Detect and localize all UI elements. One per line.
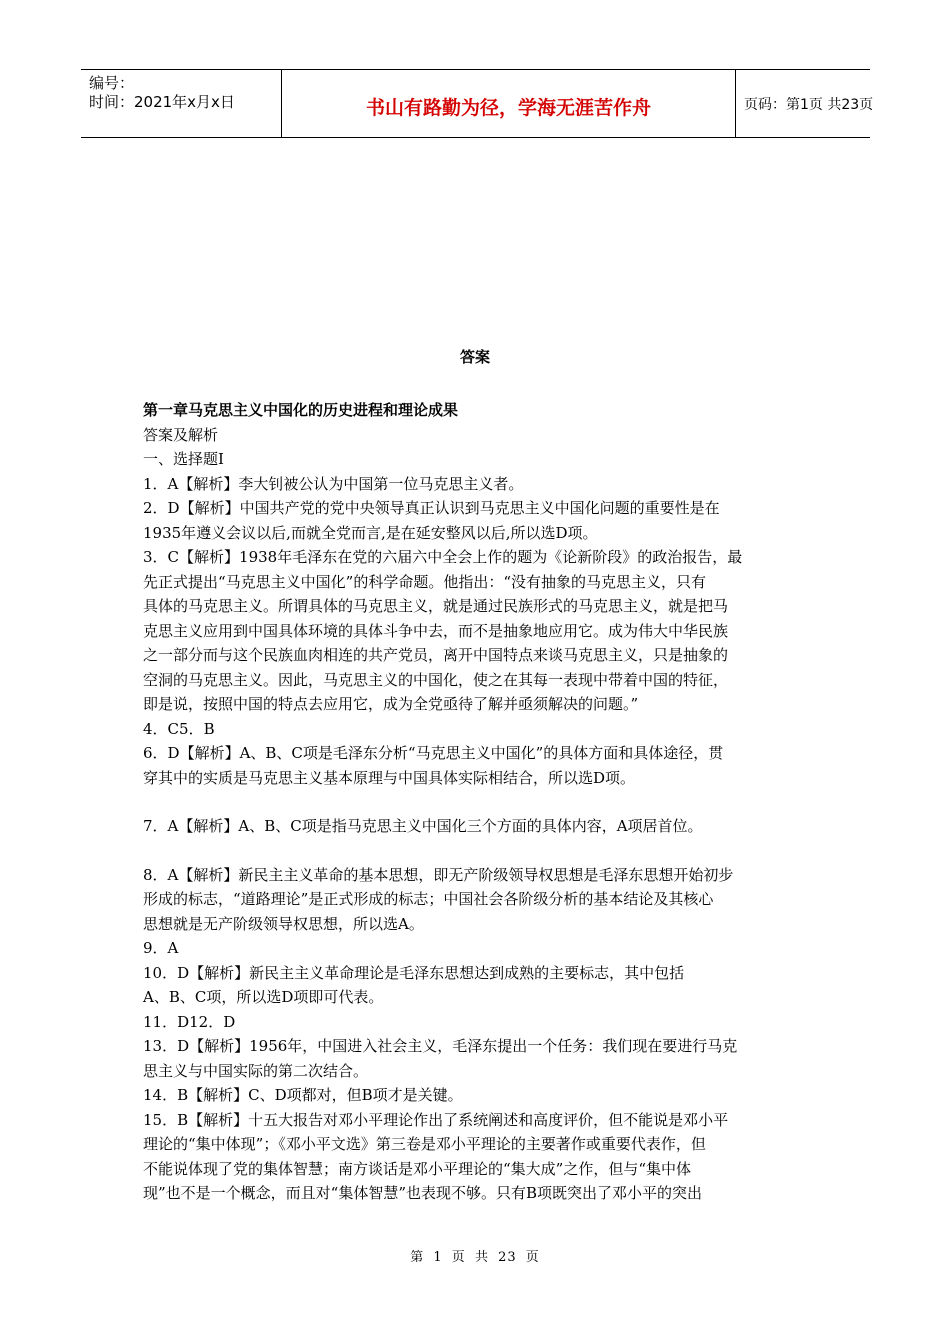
body-line: 13．D【解析】1956年，中国进入社会主义，毛泽东提出一个任务：我们现在要进行马克 — [143, 1037, 738, 1055]
body-line: 6．D【解析】A、B、C项是毛泽东分析“马克思主义中国化”的具体方面和具体途径，贯 — [143, 744, 724, 762]
footer-ye: 页 — [451, 1250, 466, 1265]
body-line: 具体的马克思主义。所谓具体的马克思主义，就是通过民族形式的马克思主义，就是把马 — [143, 597, 729, 615]
body-line: 克思主义应用到中国具体环境的具体斗争中去，而不是抽象地应用它。成为伟大中华民族 — [143, 621, 729, 640]
body-line: 1．A【解析】李大钊被公认为中国第一位马克思主义者。 — [143, 474, 524, 493]
body-line: 1935年遵义会议以后,而就全党而言,是在延安整风以后,所以选D项。 — [143, 523, 598, 542]
body-line: 8．A【解析】新民主主义革命的基本思想，即无产阶级领导权思想是毛泽东思想开始初步 — [143, 865, 734, 884]
body-line: 即是说，按照中国的特点去应用它，成为全党亟待了解并亟须解决的问题。” — [143, 695, 639, 713]
motto-text: 书山有路勤为径，学海无涯苦作舟 — [365, 97, 651, 119]
page-footer — [0, 1246, 950, 1265]
body-line: 4．C5．B — [143, 719, 215, 738]
body-line: 2．D【解析】中国共产党的党中央领导真正认识到马克思主义中国化问题的重要性是在 — [143, 499, 720, 517]
body-line: 14．B【解析】C、D项都对，但B项才是关键。 — [143, 1086, 463, 1104]
body-line: 不能说体现了党的集体智慧；南方谈话是邓小平理论的“集大成”之作，但与“集中体 — [143, 1159, 692, 1178]
body-line: 11．D12．D — [143, 1012, 236, 1031]
header-table — [81, 69, 874, 138]
date-line: 时间：2021年x月x日 — [89, 93, 235, 111]
body-line: 思主义与中国实际的第二次结合。 — [143, 1061, 369, 1080]
doc-title: 答案 — [459, 348, 490, 366]
body-line: 形成的标志，“道路理论”是正式形成的标志；中国社会各阶级分析的基本结论及其核心 — [143, 890, 714, 908]
body-line: 7．A【解析】A、B、C项是指马克思主义中国化三个方面的具体内容，A项居首位。 — [143, 817, 703, 835]
body-line: 思想就是无产阶级领导权思想，所以选A。 — [143, 914, 424, 933]
body-line: 10．D【解析】新民主主义革命理论是毛泽东思想达到成熟的主要标志，其中包括 — [143, 963, 685, 982]
body-line: 理论的“集中体现”；《邓小平文选》第三卷是邓小平理论的主要著作或重要代表作，但 — [143, 1135, 706, 1153]
footer-gong: 共 — [474, 1250, 489, 1265]
body-line: 一、选择题Ⅰ — [143, 450, 224, 468]
body-line: 15．B【解析】十五大报告对邓小平理论作出了系统阐述和高度评价，但不能说是邓小平 — [143, 1110, 729, 1129]
body-line: 3．C【解析】1938年毛泽东在党的六届六中全会上作的题为《论新阶段》的政治报告，最 — [143, 548, 743, 566]
header-page-cell — [736, 70, 874, 137]
header-motto-cell — [282, 70, 736, 137]
body-line: A、B、C项，所以选D项即可代表。 — [143, 988, 384, 1006]
document-body — [143, 398, 808, 1206]
serial-label: 编号： — [89, 74, 135, 92]
body-line: 答案及解析 — [143, 425, 219, 444]
body-line: 之一部分而与这个民族血肉相连的共产党员，离开中国特点来谈马克思主义，只是抽象的 — [143, 646, 729, 664]
paragraph-gap — [143, 839, 808, 863]
header-meta-cell — [81, 70, 282, 137]
body-line: 穿其中的实质是马克思主义基本原理与中国具体实际相结合，所以选D项。 — [143, 768, 636, 787]
footer-total-pages: 23 — [498, 1250, 517, 1265]
body-line: 先正式提出“马克思主义中国化”的科学命题。他指出：“没有抽象的马克思主义，只有 — [143, 572, 707, 591]
page-info: 页码：第1页 共23页 — [744, 96, 874, 113]
footer-ye2: 页 — [525, 1250, 540, 1265]
footer-page-number: 1 — [433, 1250, 443, 1265]
paragraph-gap — [143, 790, 808, 814]
body-line: 空洞的马克思主义。因此，马克思主义的中国化，使之在其每一表现中带着中国的特征， — [143, 670, 729, 689]
body-line: 现”也不是一个概念，而且对“集体智慧”也表现不够。只有B项既突出了邓小平的突出 — [143, 1184, 703, 1202]
chapter-heading: 第一章马克思主义中国化的历史进程和理论成果 — [143, 401, 459, 419]
body-line: 9．A — [143, 939, 179, 957]
footer-di: 第 — [410, 1250, 425, 1265]
